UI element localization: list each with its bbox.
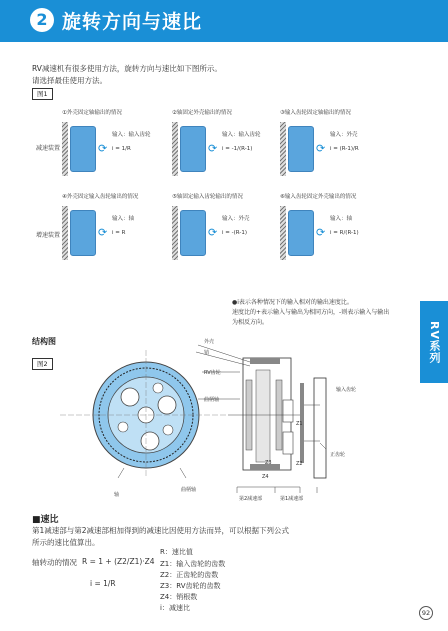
bolt-hole-1 (118, 422, 128, 432)
figure-2-label: 图2 (32, 358, 53, 370)
case-input: 输入：外壳 (330, 132, 358, 138)
case-formula: i = 1/R (112, 146, 131, 152)
section-pin-top (250, 358, 280, 364)
rotation-arrow-icon: ⟳ (316, 142, 326, 155)
crank-hole-1 (121, 388, 139, 406)
section-title: 旋转方向与速比 (62, 11, 203, 33)
rotation-arrow-icon: ⟳ (208, 142, 218, 155)
case-title: ③输入齿轮固定轴输出的情况 (280, 110, 351, 116)
case-title: ⑥输入齿轮固定外壳输出的情况 (280, 194, 357, 200)
section-spur-gear-upper (283, 400, 293, 422)
rotation-arrow-icon: ⟳ (208, 226, 218, 239)
legend-z4: Z4：销根数 (160, 593, 198, 601)
crank-hole-3 (141, 432, 159, 450)
shaft-case-label: 轴转动的情况 (32, 558, 77, 567)
note-line-3: 为相反方向。 (232, 319, 269, 326)
section-outer-ring (314, 378, 326, 478)
label-crank: 曲柄轴 (204, 397, 220, 403)
formula-r: R = 1 + (Z2/Z1)·Z4 (82, 557, 155, 566)
label-spur-gear: 正齿轮 (330, 452, 346, 458)
case-title: ④外壳固定输入齿轮输出的情况 (62, 194, 139, 200)
case-title: ①外壳固定轴输出的情况 (62, 110, 122, 116)
page-number: 92 (419, 606, 433, 620)
label-pin: 销 (204, 350, 210, 356)
formula-i: i = 1/R (90, 579, 116, 588)
bolt-hole-3 (163, 425, 173, 435)
ratio-line-1: 第1减速部与第2减速部相加得到的减速比因使用方法而异，可以根据下列公式 (32, 526, 290, 535)
ratio-heading: ■速比 (32, 515, 59, 525)
label-shell: 外壳 (204, 339, 215, 345)
case-input: 输入：输入齿轮 (112, 132, 151, 138)
label-stage-2: 第2减速部 (239, 496, 263, 502)
row-label-reduction: 减速装置 (36, 145, 61, 152)
series-side-tab: RV系列 (420, 301, 448, 383)
label-z3: Z3 (265, 460, 272, 466)
label-z1: Z1 (296, 421, 303, 427)
bolt-hole-2 (153, 383, 163, 393)
note-line-1: ●i表示各种情况下的输入相对的输出速度比。 (232, 299, 353, 306)
ratio-line-2: 所示的速比值算出。 (32, 538, 100, 547)
label-input-gear: 输入齿轮 (336, 387, 357, 393)
intro-line-2: 请选择最佳使用方法。 (32, 76, 107, 85)
legend-z1: Z1：输入齿轮的齿数 (160, 560, 226, 568)
section-crank (256, 370, 270, 462)
row-label-speedup: 增速装置 (36, 232, 61, 239)
case-input: 输入：输入齿轮 (222, 132, 261, 138)
label-crank-bottom: 曲柄轴 (181, 487, 197, 493)
legend-z2: Z2：正齿轮的齿数 (160, 571, 219, 579)
label-z4: Z4 (262, 474, 269, 480)
label-rv-gear: RV齿轮 (204, 370, 221, 376)
crank-hole-2 (158, 396, 176, 414)
legend-r: R：速比值 (160, 548, 193, 556)
rotation-arrow-icon: ⟳ (98, 142, 108, 155)
rotation-arrow-icon: ⟳ (98, 226, 108, 239)
figure-1-label: 图1 (32, 88, 53, 100)
case-input: 输入：外壳 (222, 216, 250, 222)
label-z2: Z2 (296, 461, 303, 467)
label-stage-1: 第1减速部 (280, 496, 304, 502)
case-input: 输入：轴 (330, 216, 353, 222)
case-formula: i = R/(R-1) (330, 230, 359, 236)
case-formula: i = -1/(R-1) (222, 146, 253, 152)
section-number-badge: 2 (30, 8, 54, 32)
structure-title: 结构图 (32, 337, 56, 346)
intro-line-1: RV减速机有很多使用方法，旋转方向与速比如下图所示。 (32, 64, 222, 73)
note-line-2: 速度比的+表示输入与输出为相同方向，-则表示输入与输出 (232, 309, 390, 316)
case-title: ⑤轴固定输入齿轮输出的情况 (172, 194, 243, 200)
case-formula: i = -(R-1) (222, 230, 247, 236)
section-spur-gear-lower (283, 432, 293, 454)
legend-i: i：减速比 (160, 604, 190, 612)
label-shaft: 轴 (114, 492, 120, 498)
case-title: ②轴固定外壳输出的情况 (172, 110, 232, 116)
legend-z3: Z3：RV齿轮的齿数 (160, 582, 221, 590)
rotation-arrow-icon: ⟳ (316, 226, 326, 239)
case-formula: i = (R-1)/R (330, 146, 359, 152)
case-formula: i = R (112, 230, 126, 236)
case-input: 输入：轴 (112, 216, 135, 222)
